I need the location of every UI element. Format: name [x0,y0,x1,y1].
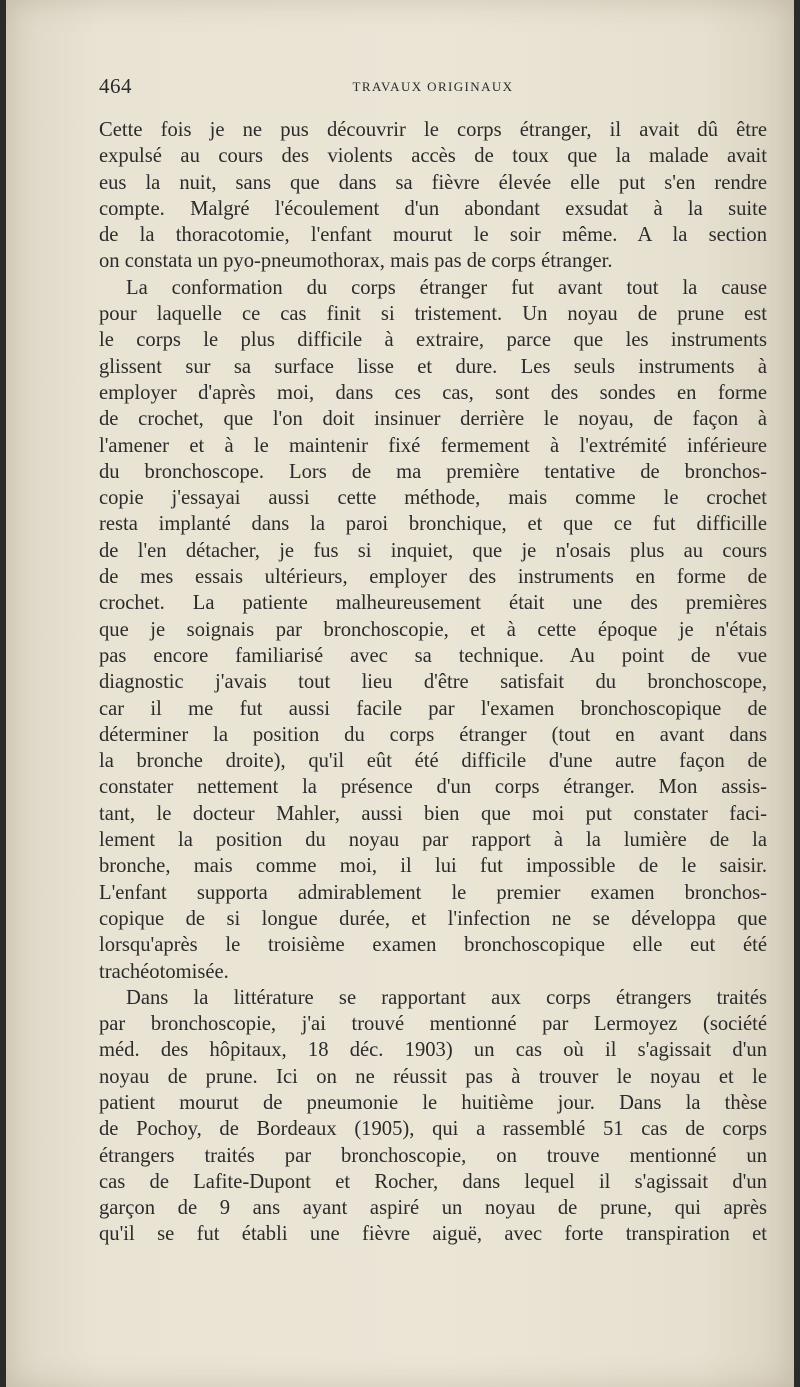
page-number: 464 [99,74,132,98]
text-line: l'amener et à le maintenir fixé fermement à l'extrémité inférieure [99,434,767,457]
text-line: de crochet, que l'on doit insinuer derrière le noyau, de façon à [99,408,767,431]
text-line: de mes essais ultérieurs, employer des instruments en forme de [99,566,767,589]
text-line: L'enfant supporta admirablement le premier examen bronchos- [99,881,767,904]
text-line: lement la position du noyau par rapport à la lumière de la [99,829,767,852]
text-line: bronche, mais comme moi, il lui fut impossible de le saisir. [99,855,767,878]
text-line: Cette fois je ne pus découvrir le corps étranger, il avait dû être [99,119,767,141]
text-line: méd. des hôpitaux, 18 déc. 1903) un cas où il s'agissait d'un [99,1039,767,1062]
text-line: noyau de prune. Ici on ne réussit pas à trouver le noyau et le [99,1065,767,1088]
text-line: pour laquelle ce cas finit si tristement. Un noyau de prune est [99,303,767,326]
text-line: par bronchoscopie, j'ai trouvé mentionné par Lermoyez (société [99,1013,767,1036]
text-line: le corps le plus difficile à extraire, parce que les instruments [99,329,767,352]
text-line: crochet. La patiente malheureusement était une des premières [99,592,767,615]
text-line: qu'il se fut établi une fièvre aiguë, avec forte transpiration et [99,1223,767,1246]
text-line: que je soignais par bronchoscopie, et à cette époque je n'étais [99,618,767,641]
text-line: étrangers traités par bronchoscopie, on trouve mentionné un [99,1144,767,1167]
text-line: compte. Malgré l'écoulement d'un abondant exsudat à la suite [99,197,767,220]
text-line: cas de Lafite-Dupont et Rocher, dans lequel il s'agissait d'un [99,1170,767,1193]
text-line: garçon de 9 ans ayant aspiré un noyau de prune, qui après [99,1197,767,1220]
text-line: de la thoracotomie, l'enfant mourut le soir même. A la section [99,224,767,247]
text-line: Dans la littérature se rapportant aux corps étrangers traités [126,986,767,1009]
text-line: diagnostic j'avais tout lieu d'être satisfait du bronchoscope, [99,671,767,694]
running-title: TRAVAUX ORIGINAUX [352,79,514,94]
text-line: employer d'après moi, dans ces cas, sont des sondes en forme [99,381,767,404]
text-line: tant, le docteur Mahler, aussi bien que moi put constater faci- [99,802,767,825]
page-header [99,72,767,102]
text-line: déterminer la position du corps étranger (tout en avant dans [99,723,767,746]
text-line: copie j'essayai aussi cette méthode, mais comme le crochet [99,487,767,510]
text-line: la bronche droite), qu'il eût été difficile d'une autre façon de [99,750,767,773]
text-line: expulsé au cours des violents accès de toux que la malade avait [99,145,767,168]
text-line: eus la nuit, sans que dans sa fièvre élevée elle put s'en rendre [99,171,767,194]
text-line: glissent sur sa surface lisse et dure. Les seuls instruments à [99,355,767,378]
text-line: copique de si longue durée, et l'infection ne se développa que [99,907,767,930]
book-page [6,0,794,1387]
text-line: pas encore familiarisé avec sa technique. Au point de vue [99,644,767,667]
text-line: constater nettement la présence d'un corps étranger. Mon assis- [99,776,767,799]
text-line: La conformation du corps étranger fut avant tout la cause [126,276,767,299]
text-line: car il me fut aussi facile par l'examen bronchoscopique de [99,697,767,720]
text-line: trachéotomisée. [99,960,229,983]
text-line: de Pochoy, de Bordeaux (1905), qui a rassemblé 51 cas de corps [99,1118,767,1141]
body-text [99,117,767,1248]
text-line: resta implanté dans la paroi bronchique, et que ce fut difficille [99,513,767,536]
text-line: de l'en détacher, je fus si inquiet, que je n'osais plus au cours [99,539,767,562]
text-line: du bronchoscope. Lors de ma première tentative de bronchos- [99,460,767,483]
text-line: lorsqu'après le troisième examen bronchoscopique elle eut été [99,934,767,957]
text-line: on constata un pyo-pneumothorax, mais pas de corps étranger. [99,250,613,273]
text-line: patient mourut de pneumonie le huitième jour. Dans la thèse [99,1091,767,1114]
